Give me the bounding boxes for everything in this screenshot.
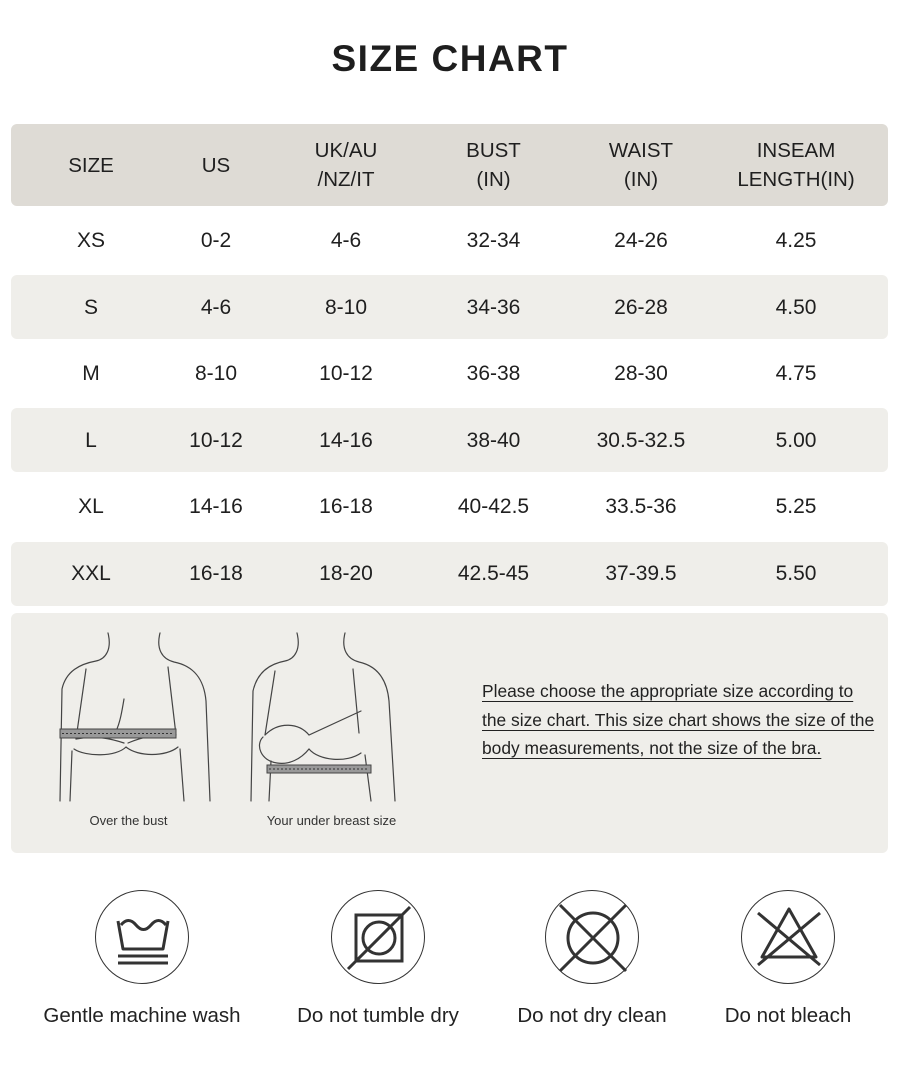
over-bust-illustration xyxy=(56,631,226,806)
header-size: SIZE xyxy=(68,153,114,177)
cell-bust: 34-36 xyxy=(466,295,521,319)
table-row xyxy=(11,209,888,273)
cell-uk: 18-20 xyxy=(319,562,373,586)
cell-bust: 32-34 xyxy=(466,229,521,253)
sizing-note-text: Please choose the appropriate size according to the size chart. This size chart shows the size of the body measurements, not the size of the bra. xyxy=(482,681,875,758)
care-label: Do not bleach xyxy=(724,1004,852,1027)
cell-waist: 30.5-32.5 xyxy=(596,428,686,452)
table-row xyxy=(11,342,888,406)
cell-inseam: 4.25 xyxy=(775,229,817,253)
care-label: Do not tumble dry xyxy=(297,1004,459,1027)
cell-us: 4-6 xyxy=(200,295,232,319)
cell-us: 16-18 xyxy=(189,562,243,586)
cell-size: XXL xyxy=(71,562,111,586)
caption-over-bust: Over the bust xyxy=(89,813,168,828)
care-item-no-tumble-dry xyxy=(268,890,488,1028)
cell-inseam: 5.00 xyxy=(775,428,817,452)
cell-size: XS xyxy=(76,229,105,253)
care-item-no-bleach xyxy=(678,890,898,1028)
cell-uk: 14-16 xyxy=(319,428,373,452)
care-item-no-dry-clean xyxy=(482,890,702,1028)
cell-inseam: 4.50 xyxy=(775,295,817,319)
care-label: Do not dry clean xyxy=(517,1004,667,1027)
cell-bust: 38-40 xyxy=(466,428,521,452)
cell-uk: 16-18 xyxy=(319,495,373,519)
table-header-row xyxy=(11,124,888,206)
cell-waist: 28-30 xyxy=(614,362,668,386)
cell-size: XL xyxy=(78,495,104,519)
cell-waist: 37-39.5 xyxy=(605,562,677,586)
cell-size: L xyxy=(85,428,97,452)
caption-under-breast: Your under breast size xyxy=(266,813,397,828)
cell-size: M xyxy=(82,362,100,386)
cell-inseam: 5.25 xyxy=(775,495,817,519)
under-breast-illustration xyxy=(249,631,409,806)
cell-us: 10-12 xyxy=(189,428,243,452)
header-inseam: INSEAM LENGTH(IN) xyxy=(737,139,855,191)
no-tumble-dry-icon xyxy=(331,890,425,984)
cell-us: 8-10 xyxy=(194,362,238,386)
no-bleach-icon xyxy=(741,890,835,984)
cell-inseam: 5.50 xyxy=(775,562,817,586)
table-row xyxy=(11,475,888,539)
page-title: SIZE CHART xyxy=(331,38,569,79)
cell-us: 14-16 xyxy=(189,495,243,519)
size-table xyxy=(11,124,888,606)
measurement-guide xyxy=(11,613,888,853)
table-row xyxy=(11,408,888,472)
cell-waist: 26-28 xyxy=(614,295,668,319)
header-waist: WAIST (IN) xyxy=(608,139,674,191)
cell-bust: 36-38 xyxy=(466,362,521,386)
cell-uk: 8-10 xyxy=(324,295,368,319)
table-row xyxy=(11,275,888,339)
cell-inseam: 4.75 xyxy=(775,362,817,386)
cell-waist: 33.5-36 xyxy=(605,495,677,519)
header-us: US xyxy=(201,153,231,177)
header-uk: UK/AU /NZ/IT xyxy=(314,139,378,191)
header-bust: BUST (IN) xyxy=(466,139,521,191)
gentle-wash-icon xyxy=(95,890,189,984)
cell-bust: 42.5-45 xyxy=(457,562,530,586)
cell-waist: 24-26 xyxy=(614,229,668,253)
cell-us: 0-2 xyxy=(200,229,232,253)
cell-size: S xyxy=(83,295,98,319)
care-item-gentle-wash xyxy=(32,890,252,1028)
no-dry-clean-icon xyxy=(545,890,639,984)
sizing-note xyxy=(482,677,877,763)
cell-bust: 40-42.5 xyxy=(457,495,530,519)
cell-uk: 4-6 xyxy=(330,229,362,253)
cell-uk: 10-12 xyxy=(319,362,373,386)
table-row xyxy=(11,542,888,606)
care-label: Gentle machine wash xyxy=(43,1004,241,1027)
